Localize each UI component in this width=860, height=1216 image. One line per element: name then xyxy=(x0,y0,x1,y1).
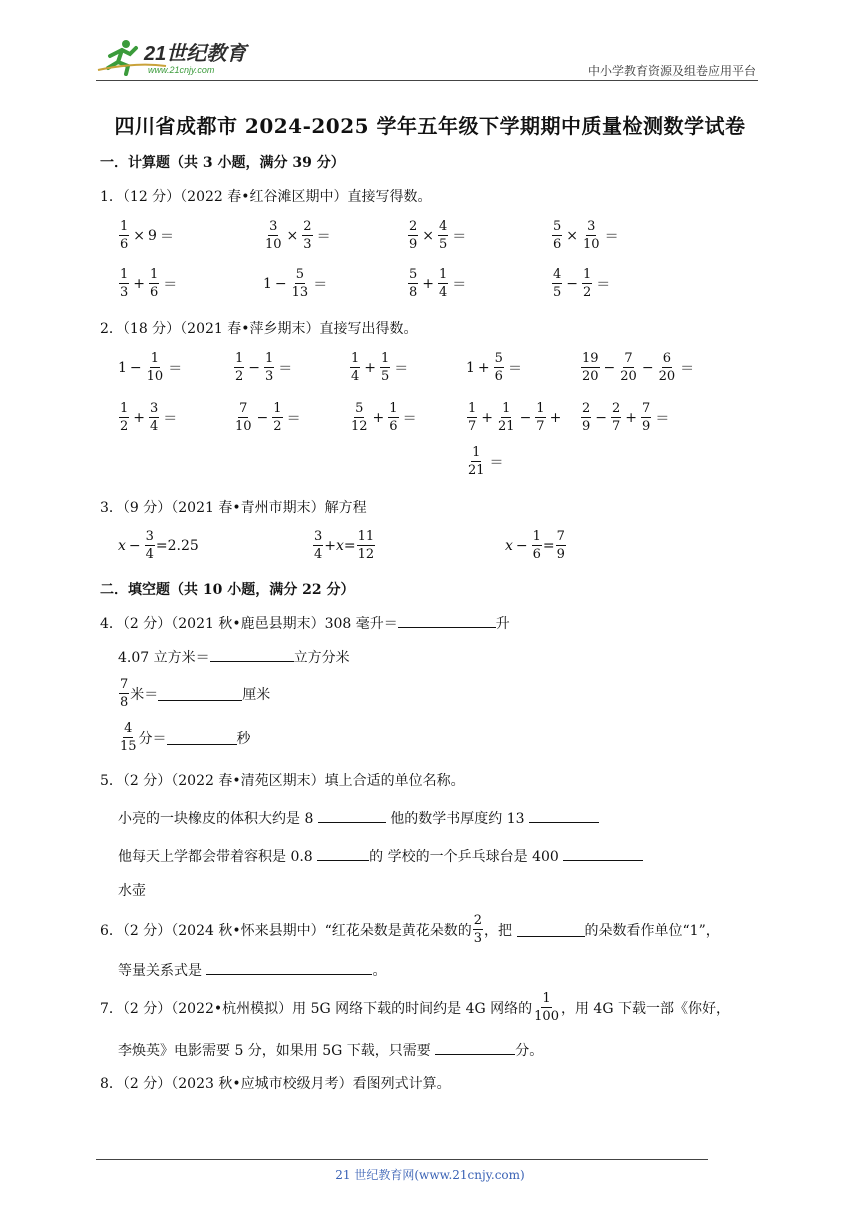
answer-blank[interactable] xyxy=(167,730,237,745)
q2-expr-7: $\frac{7}{10}$ − $\frac{1}{2}$ ＝ xyxy=(235,401,301,434)
question-6: 6．（2 分）（2024 秋•怀来县期中）“红花朵数是黄花朵数的 $\frac{2}{3}$ ，把 的朵数看作单位“1”， xyxy=(100,913,720,946)
q1-expr-3: $\frac{2}{9}$ × $\frac{4}{5}$ ＝ xyxy=(409,219,467,252)
q4-line-2: 4.07 立方米＝ 立方分米 xyxy=(118,647,350,667)
answer-blank[interactable] xyxy=(517,922,585,937)
q1-expr-1: $\frac{1}{6}$ × 9 ＝ xyxy=(120,219,174,252)
q3-equation-3: x − $\frac{1}{6}$ = $\frac{7}{9}$ xyxy=(505,529,565,562)
svg-text:www.21cnjy.com: www.21cnjy.com xyxy=(148,65,215,75)
q4-line-3: $\frac{7}{8}$ 米＝ 厘米 xyxy=(120,677,271,710)
site-logo xyxy=(96,36,266,78)
q3-equation-2: $\frac{3}{4}$ + x = $\frac{11}{12}$ xyxy=(314,529,375,562)
footer-link[interactable]: 21 世纪教育网(www.21cnjy.com) xyxy=(335,1168,525,1182)
footer-divider xyxy=(96,1159,708,1160)
q5-line-2: 他每天上学都会带着容积是 0.8 的 学校的一个乒乓球台是 400 xyxy=(118,846,643,866)
svg-text:21世纪教育: 21世纪教育 xyxy=(144,43,247,65)
section-heading-2: 二．填空题（共 10 小题，满分 22 分） xyxy=(100,582,355,598)
platform-name: 中小学教育资源及组卷应用平台 xyxy=(587,64,756,78)
question-2: 2．（18 分）（2021 春•萍乡期末）直接写出得数。 xyxy=(100,321,418,337)
q2-expr-1: 1 − $\frac{1}{10}$ ＝ xyxy=(118,351,183,384)
answer-blank[interactable] xyxy=(206,960,372,975)
q4-line-4: $\frac{4}{15}$ 分＝ 秒 xyxy=(120,721,251,754)
header-divider xyxy=(96,80,758,81)
q2-expr-3: $\frac{1}{4}$ + $\frac{1}{5}$ ＝ xyxy=(351,351,409,384)
q2-expr-9: $\frac{1}{7}$ + $\frac{1}{21}$ − $\frac{1}{7}$ + xyxy=(468,401,562,434)
q3-equation-1: x − $\frac{3}{4}$ =2.25 xyxy=(118,529,199,562)
q2-expr-6: $\frac{1}{2}$ + $\frac{3}{4}$ ＝ xyxy=(120,401,178,434)
question-5: 5．（2 分）（2022 春•清苑区期末）填上合适的单位名称。 xyxy=(100,773,465,789)
question-1: 1．（12 分）（2022 春•红谷滩区期中）直接写得数。 xyxy=(100,189,432,205)
answer-blank[interactable] xyxy=(529,808,599,823)
q2-expr-2: $\frac{1}{2}$ − $\frac{1}{3}$ ＝ xyxy=(235,351,293,384)
section-heading-1: 一．计算题（共 3 小题，满分 39 分） xyxy=(100,155,345,171)
answer-blank[interactable] xyxy=(210,647,294,662)
q1-expr-8: $\frac{4}{5}$ − $\frac{1}{2}$ ＝ xyxy=(553,267,611,300)
answer-blank[interactable] xyxy=(563,846,643,861)
q7-line-2: 李焕英》电影需要 5 分，如果用 5G 下载，只需要 分。 xyxy=(118,1040,543,1060)
q2-expr-5: $\frac{19}{20}$ − $\frac{7}{20}$ − $\frac{6}{20}$ ＝ xyxy=(582,351,695,384)
answer-blank[interactable] xyxy=(158,686,242,701)
q1-expr-7: $\frac{5}{8}$ + $\frac{1}{4}$ ＝ xyxy=(409,267,467,300)
question-3: 3．（9 分）（2021 春•青州市期末）解方程 xyxy=(100,500,367,516)
q2-expr-10: $\frac{2}{9}$ − $\frac{2}{7}$ + $\frac{7}{9}$ ＝ xyxy=(582,401,670,434)
answer-blank[interactable] xyxy=(318,808,386,823)
q5-line-3: 水壶 xyxy=(118,883,146,899)
question-7: 7．（2 分）（2022•杭州模拟）用 5 G 网络下载的时间约是 4 G 网络的 $\frac{1}{100}$ ，用 4 G 下载一部《你好， xyxy=(100,991,730,1024)
q1-expr-6: 1 − $\frac{5}{13}$ ＝ xyxy=(263,267,328,300)
answer-blank[interactable] xyxy=(398,613,496,628)
q1-expr-2: $\frac{3}{10}$ × $\frac{2}{3}$ ＝ xyxy=(265,219,331,252)
q6-line-2: 等量关系式是 。 xyxy=(118,960,386,980)
q5-line-1: 小亮的一块橡皮的体积大约是 8 他的数学书厚度约 13 xyxy=(118,808,599,828)
q2-expr-9-cont: $\frac{1}{21}$ ＝ xyxy=(468,445,504,478)
q1-expr-5: $\frac{1}{3}$ + $\frac{1}{6}$ ＝ xyxy=(120,267,178,300)
question-4: 4．（2 分）（2021 秋•鹿邑县期末）308 毫升＝ 升 xyxy=(100,613,510,633)
q1-expr-4: $\frac{5}{6}$ × $\frac{3}{10}$ ＝ xyxy=(553,219,619,252)
q2-expr-8: $\frac{5}{12}$ + $\frac{1}{6}$ ＝ xyxy=(351,401,417,434)
question-8: 8．（2 分）（2023 秋•应城市校级月考）看图列式计算。 xyxy=(100,1076,451,1092)
answer-blank[interactable] xyxy=(317,846,369,861)
page-title: 四川省成都市 2024-2025 学年五年级下学期期中质量检测数学试卷 xyxy=(114,114,746,138)
q2-expr-4: 1 + $\frac{5}{6}$ ＝ xyxy=(466,351,522,384)
answer-blank[interactable] xyxy=(435,1040,515,1055)
